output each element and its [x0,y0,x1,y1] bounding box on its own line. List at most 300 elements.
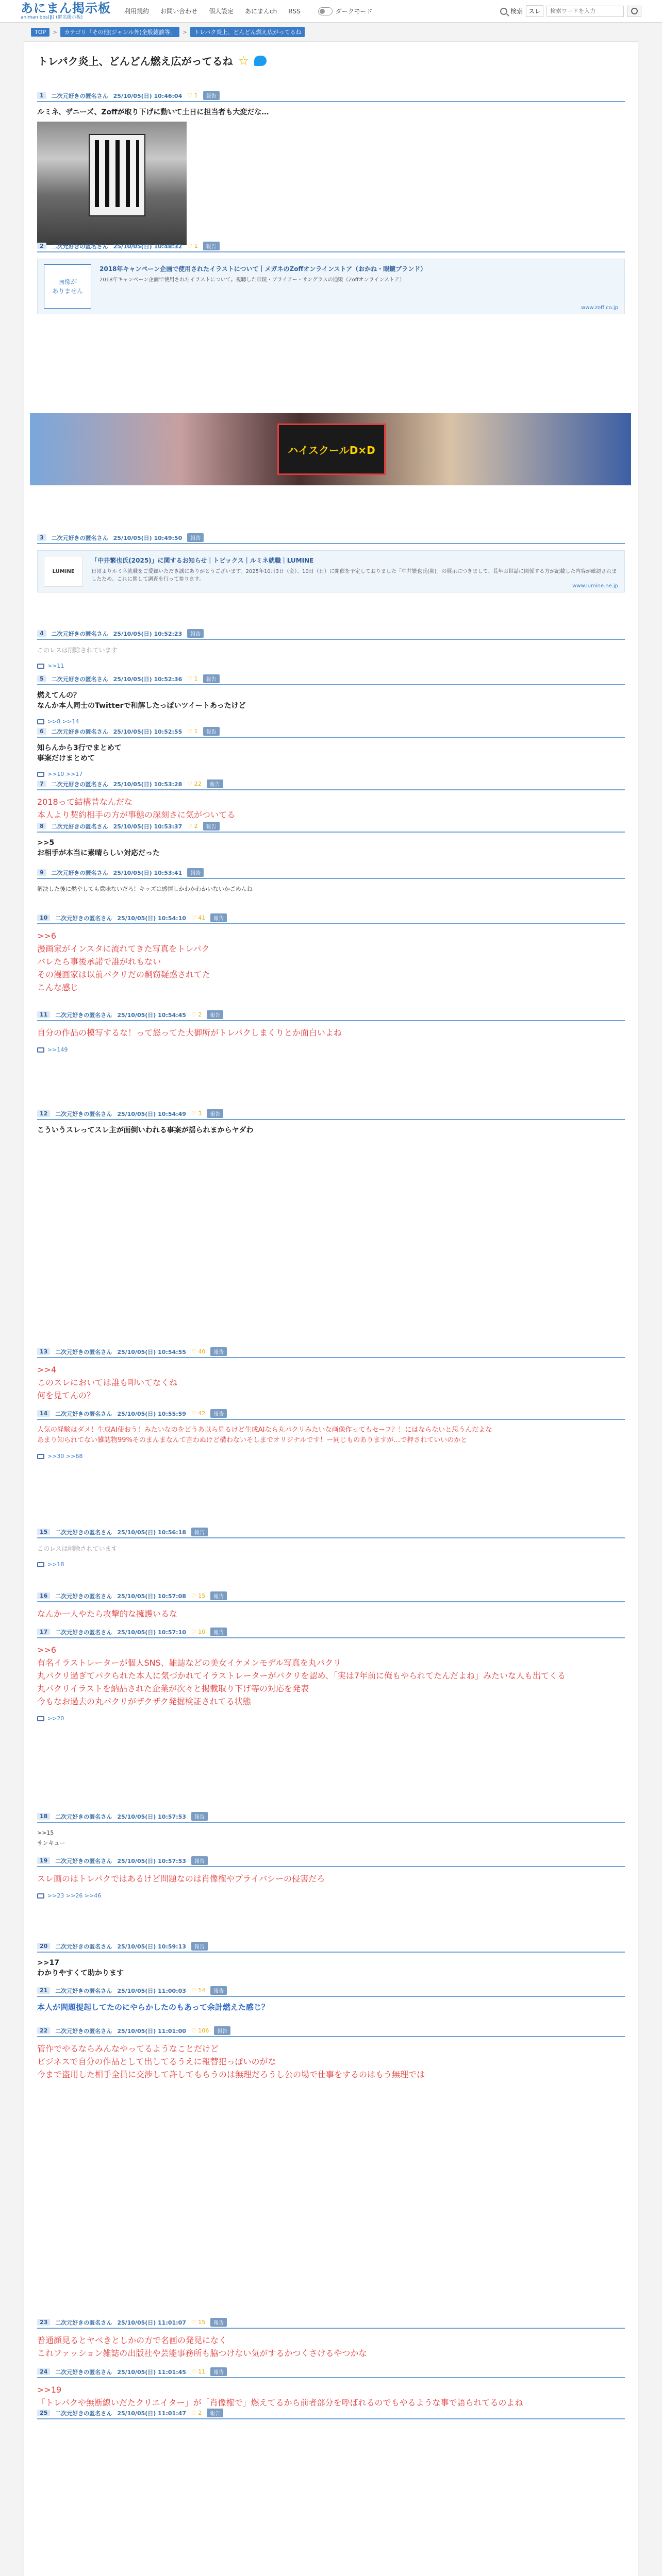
card-title[interactable]: 2018年キャンペーン企画で使用されたイラストについて｜メガネのZoffオンラインストア（おかね・眼鏡ブランド） [100,265,427,273]
post-line: 有名イラストレーターが個人SNS、雑誌などの美女イケメンモデル写真を丸パクリ [37,1658,342,1668]
post-header [37,1410,625,1420]
post-14 [37,1410,625,1460]
search-label: 検索 [510,8,523,15]
heart-icon: ♡ [187,92,194,99]
post-author: 二次元好きの匿名さん [55,1011,112,1019]
heart-icon: ♡ [191,1592,198,1599]
heart-icon: ♡ [191,914,198,921]
post-body [37,640,625,655]
ad-banner[interactable] [30,413,631,485]
reply-links[interactable]: >>11 [47,663,64,669]
reply-icon[interactable] [37,1716,44,1721]
post-line: スレ画のはトレパクではあるけど問題なのは肖像権やプライバシーの侵害だろ [37,1874,325,1884]
post-body [37,1638,625,1708]
post-author: 二次元好きの匿名さん [51,630,108,637]
post-number[interactable]: 11 [37,1011,50,1018]
dark-mode-label: ダークモード [335,8,373,15]
report-button[interactable]: 報告 [203,727,220,736]
like-count: 22 [194,781,202,787]
breadcrumb-separator: > [53,28,58,36]
search-scope[interactable]: スレ [526,5,543,17]
reply-links[interactable]: >>149 [47,1046,68,1053]
report-button[interactable]: 報告 [203,91,220,100]
reply-icon[interactable] [37,664,44,669]
post-replies [37,1561,625,1568]
report-button[interactable]: 報告 [187,533,204,542]
post-number[interactable]: 20 [37,1943,50,1950]
post-date: 25/10/05(日) 10:57:53 [117,1813,186,1820]
dark-mode-toggle-wrap [318,7,373,15]
post-header [37,727,625,738]
like-count: 41 [198,914,206,921]
post-number[interactable]: 2 [37,243,46,249]
report-button[interactable]: 報告 [214,2026,230,2035]
post-line: 人気の経験はダメ！生成AI使おう！みたいなのをどうあ以ら見るけど生成AIなら丸パクリみたいな画像作ってもセーフ？！にはならないと思うんだよな [37,1426,492,1434]
post-number[interactable]: 10 [37,914,50,921]
post-date: 25/10/05(日) 10:57:08 [117,1592,186,1600]
post-date: 25/10/05(日) 11:01:45 [117,2368,186,2376]
like-count: 1 [194,675,198,682]
post-line: 知らんから3行でまとめて [37,744,122,752]
reply-links[interactable]: >>23 >>26 >>46 [47,1892,102,1899]
post-17 [37,1628,625,1722]
post-body [37,1997,625,2012]
like-count: 3 [198,1110,202,1117]
post-11 [37,1011,625,1053]
post-body [37,1538,625,1554]
post-replies [37,1046,625,1053]
report-button[interactable]: 報告 [207,1109,223,1118]
post-number[interactable]: 23 [37,2319,50,2326]
like-button[interactable] [191,1987,205,1994]
post-author: 二次元好きの匿名さん [55,1857,112,1865]
post-author: 二次元好きの匿名さん [55,1943,112,1950]
post-body [37,1021,625,1039]
post-body [37,879,625,894]
reply-links[interactable]: >>10 >>17 [47,771,83,777]
report-button[interactable]: 報告 [191,1856,208,1865]
like-button[interactable] [191,2027,209,2034]
heart-icon: ♡ [191,1410,198,1417]
like-count: 2 [194,823,198,829]
post-number[interactable]: 14 [37,1410,50,1417]
post-header [37,2027,625,2037]
post-header [37,2318,625,2329]
post-author: 二次元好きの匿名さん [55,914,112,922]
like-count: 15 [198,2319,206,2326]
ad-logo: ハイスクールD×D [277,423,386,475]
post-body [37,2378,625,2409]
post-date: 25/10/05(日) 11:01:00 [117,2027,186,2035]
like-button[interactable] [191,914,205,921]
card-description: 2018年キャンペーン企画で使用されたイラストについて。視聴した眼鏡・ブライアー・サングラスの通販（Zoffオンラインストア） [100,277,405,283]
post-author: 二次元好きの匿名さん [55,1813,112,1820]
post-number[interactable]: 22 [37,2027,50,2034]
post-number[interactable]: 13 [37,1348,50,1355]
post-line: 「トレパクや無断線いだたクリエイター」が「肖像権で」燃えてるから前者部分を呼ばれるのでもやるような事で語られてるのよね [37,2398,523,2408]
post-date: 25/10/05(日) 10:59:13 [117,1943,186,1950]
page-title: トレパク炎上、どんどん燃え広がってるね [38,55,233,67]
post-body [37,1953,625,1978]
report-button[interactable]: 報告 [210,1409,227,1418]
post-number[interactable]: 6 [37,728,46,735]
post-9 [37,869,625,894]
heart-icon: ♡ [187,675,194,682]
like-count: 1 [194,243,198,249]
poster-image [89,134,145,216]
post-date: 25/10/05(日) 10:48:32 [113,243,183,250]
post-author: 二次元好きの匿名さん [51,92,108,99]
post-line: なんか本人同士のTwitterで和解したっぽいツイートあったけど [37,702,246,710]
post-header [37,2368,625,2378]
like-button[interactable] [191,2368,205,2375]
post-line: >>4 [37,1365,56,1375]
like-button[interactable] [187,781,201,787]
post-author: 二次元好きの匿名さん [51,869,108,876]
like-button[interactable] [187,92,197,99]
post-number[interactable]: 24 [37,2368,50,2375]
report-button[interactable]: 報告 [210,1628,227,1636]
report-button[interactable]: 報告 [210,1347,227,1356]
twitter-icon[interactable] [254,56,267,66]
post-line: これファッション雑誌の出版社や芸能事務所も脇つけない気がするかつくさけるやつかな [37,2348,367,2358]
post-16 [37,1592,625,1620]
report-button[interactable]: 報告 [191,1528,208,1536]
post-date: 25/10/05(日) 10:53:41 [113,869,183,876]
post-header [37,1528,625,1538]
post-header [37,1987,625,1997]
like-button[interactable] [191,2319,205,2326]
post-header [37,822,625,833]
thread-title-row [24,42,638,73]
heart-icon: ♡ [187,781,194,787]
post-number[interactable]: 19 [37,1857,50,1864]
post-1 [37,92,625,245]
report-button[interactable]: 報告 [207,779,223,788]
nav-terms[interactable]: 利用規約 [124,8,150,15]
post-23 [37,2318,625,2360]
post-replies [37,1715,625,1722]
post-date: 25/10/05(日) 10:57:10 [117,1629,186,1636]
post-header [37,675,625,685]
like-count: 14 [198,1987,206,1994]
post-header [37,534,625,544]
post-number[interactable]: 3 [37,534,46,541]
post-header [37,242,625,252]
reply-links[interactable]: >>18 [47,1561,64,1568]
reply-icon[interactable] [37,1893,44,1899]
post-line: 事案だけまとめて [37,754,95,762]
like-count: 2 [198,2410,202,2416]
report-button[interactable]: 報告 [207,1010,223,1019]
post-number[interactable]: 16 [37,1592,50,1599]
post-line: なんか一人やたら攻撃的な擁護いるな [37,1609,178,1619]
post-replies [37,771,625,777]
post-header [37,869,625,879]
nav-animanch[interactable]: あにまんch [245,8,277,15]
like-count: 106 [198,2027,209,2034]
post-author: 二次元好きの匿名さん [55,1410,112,1417]
card-description: 日頃よりルミネ就職をご愛顧いただき誠にありがとうございます。2025年10月3日（金）、10日（日）に開催を予定しておりました「中井繁也氏(期)」の展示につきまして、長年お世話に関係する方が記載した内容が確認されましたため、これに関して調査を行って参ります。 [91,569,617,582]
report-button[interactable]: 報告 [210,913,227,922]
post-date: 25/10/05(日) 10:52:55 [113,728,183,735]
like-button[interactable] [187,675,197,682]
post-author: 二次元好きの匿名さん [55,1629,112,1636]
post-body [37,2037,625,2081]
post-25 [37,2409,625,2419]
heart-icon: ♡ [191,1011,198,1018]
post-header [37,1011,625,1021]
post-header [37,1348,625,1358]
post-18 [37,1812,625,1849]
post-header [37,92,625,102]
post-author: 二次元好きの匿名さん [55,1987,112,1994]
post-line: わかりやすくて助かります [37,1969,124,1977]
like-button[interactable] [191,1011,202,1018]
nav-settings[interactable]: 個人設定 [209,8,234,15]
post-header [37,1942,625,1953]
post-line: こんな感じ [37,982,79,992]
report-button[interactable]: 報告 [203,242,220,250]
card-title[interactable]: 「中井繁也氏(2025)」に関するお知らせ｜トピックス｜ルミネ就職｜LUMINE [91,557,314,564]
site-logo[interactable] [21,2,111,21]
post-author: 二次元好きの匿名さん [55,2027,112,2035]
reply-links[interactable]: >>8 >>14 [47,718,79,725]
search-input[interactable] [547,6,624,17]
heart-icon: ♡ [191,2027,198,2034]
site-header [0,0,662,23]
post-line: バレたら事後承諾で誰がれもない [37,957,161,967]
post-line: お相手が本当に素晴らしい対応だった [37,849,160,857]
post-replies [37,1892,625,1899]
post-number[interactable]: 9 [37,869,46,876]
post-image[interactable] [37,122,187,245]
search-icon [500,8,507,15]
post-line: 今まで盗用した相手全員に交渉して許してもらうのは無理だろうし公の場で仕事をするのはもう無理では [37,2070,425,2079]
post-header [37,1857,625,1867]
post-date: 25/10/05(日) 10:49:50 [113,534,183,541]
report-button[interactable]: 報告 [187,868,204,877]
breadcrumb-thread[interactable]: トレパク炎上、どんどん燃え広がってるね [190,27,305,37]
report-button[interactable]: 報告 [210,2367,227,2376]
post-header [37,914,625,924]
post-line: ルミネ、ザニーズ、Zoffが取り下げに動いて土日に担当者も大変だな… [37,108,269,116]
post-author: 二次元好きの匿名さん [55,1529,112,1536]
post-body [37,1823,625,1849]
post-line: このスレにおいては誰も叩いてなくね [37,1378,178,1387]
logo-subtitle: animan bbs(β) (匿名掲示板) [21,15,83,20]
post-15 [37,1528,625,1568]
post-body [37,1602,625,1620]
reply-links[interactable]: >>30 >>68 [47,1453,83,1460]
post-author: 二次元好きの匿名さん [51,728,108,735]
post-date: 25/10/05(日) 10:56:18 [117,1529,186,1536]
post-line: 解決した後に燃やしても意味ないだろ！キッズは感情しかわかわかいないかごめんね [37,886,253,892]
like-button[interactable] [191,1629,205,1635]
post-author: 二次元好きの匿名さん [55,1592,112,1600]
reply-icon[interactable] [37,719,44,724]
post-replies [37,663,625,669]
link-preview-card[interactable] [37,259,625,314]
like-count: 15 [198,1592,206,1599]
post-date: 25/10/05(日) 10:57:53 [117,1857,186,1865]
report-button[interactable]: 報告 [203,822,220,831]
post-date: 25/10/05(日) 10:53:28 [113,781,183,788]
like-button[interactable] [191,1410,205,1417]
reply-icon[interactable] [37,772,44,777]
report-button[interactable]: 報告 [191,1942,208,1951]
heart-icon: ♡ [187,823,194,829]
post-author: 二次元好きの匿名さん [51,534,108,541]
post-8 [37,822,625,858]
post-number[interactable]: 7 [37,781,46,787]
post-line: あまり知られてない雑誌物99%そのまんまなんて言わぬけど構わないそしまでオリジナルです！ー同じものありますが…で押されていいのかと [37,1436,468,1444]
post-author: 二次元好きの匿名さん [55,2410,112,2417]
heart-icon: ♡ [187,243,194,249]
post-number[interactable]: 1 [37,92,46,99]
like-button[interactable] [187,823,197,829]
like-button[interactable] [191,1348,205,1355]
post-13 [37,1348,625,1402]
post-number[interactable]: 21 [37,1987,50,1994]
post-line: 丸パクリイラストを納品された企業が次々と掲載取り下げ等の対応を発表 [37,1684,309,1693]
report-button[interactable]: 報告 [203,674,220,683]
post-body [37,1420,625,1446]
post-date: 25/10/05(日) 11:00:03 [117,1987,186,1994]
post-date: 25/10/05(日) 10:54:45 [117,1011,186,1019]
post-number[interactable]: 17 [37,1629,50,1635]
reply-links[interactable]: >>20 [47,1715,64,1722]
like-count: 10 [198,1629,206,1635]
post-date: 25/10/05(日) 10:55:59 [117,1410,186,1417]
post-number[interactable]: 4 [37,630,46,637]
heart-icon: ♡ [187,728,194,735]
post-author: 二次元好きの匿名さん [55,2368,112,2376]
post-date: 25/10/05(日) 11:01:07 [117,2319,186,2326]
reply-icon[interactable] [37,1562,44,1567]
like-count: 40 [198,1348,206,1355]
report-button[interactable]: 報告 [207,2409,223,2417]
reply-icon[interactable] [37,1047,44,1053]
report-button[interactable]: 報告 [187,629,204,638]
report-button[interactable]: 報告 [210,1591,227,1600]
post-author: 二次元好きの匿名さん [55,2319,112,2326]
post-21 [37,1987,625,2012]
post-header [37,780,625,790]
post-body [37,790,625,821]
star-icon[interactable]: ☆ [238,53,250,68]
post-date: 25/10/05(日) 10:53:37 [113,823,183,830]
post-20 [37,1942,625,1978]
post-date: 25/10/05(日) 10:54:10 [117,914,186,922]
post-line: このレスは削除されています [37,1545,118,1552]
post-body [37,924,625,994]
post-author: 二次元好きの匿名さん [51,675,108,683]
card-url[interactable]: www.lumine.ne.jp [572,583,618,589]
report-button[interactable]: 報告 [210,2318,227,2327]
like-button[interactable] [191,2410,202,2416]
post-line: こういうスレってスレ主が面倒いわれる事案が揺られまからヤダわ [37,1126,254,1134]
post-line: 丸パクリ過ぎてパクられた本人に気づかれてイラストレーターがパクリを認め、「実は7年前に俺もやられてたんだよね」みたいな人も出てくる [37,1671,566,1681]
like-button[interactable] [187,728,197,735]
post-line: >>15 [37,1829,54,1836]
post-24 [37,2368,625,2409]
post-date: 25/10/05(日) 10:52:23 [113,630,183,637]
post-header [37,1592,625,1602]
reply-icon[interactable] [37,1454,44,1459]
post-header [37,1812,625,1823]
post-number[interactable]: 8 [37,823,46,829]
post-number[interactable]: 5 [37,675,46,682]
header-nav [124,7,372,15]
post-3 [37,534,625,592]
post-line: その漫画家は以前パクリだの剽窃疑惑されてた [37,970,211,979]
post-author: 二次元好きの匿名さん [51,243,108,250]
breadcrumb-category[interactable]: カテゴリ「その他(ジャンル外)全般雑談等」 [60,27,179,37]
post-body [37,2329,625,2360]
post-date: 25/10/05(日) 10:54:55 [117,1348,186,1355]
post-line: >>19 [37,2385,62,2395]
post-line: 今もなお過去の丸パクリがザクザク発掘検証されてる状態 [37,1697,251,1706]
post-line: ビジネスで自分の作品として出してるうえに報替犯っぽいのがな [37,2057,276,2066]
post-number[interactable]: 15 [37,1529,50,1535]
post-2 [37,242,625,314]
like-button[interactable] [191,1592,205,1599]
post-header [37,1110,625,1120]
post-date: 25/10/05(日) 10:46:04 [113,92,183,99]
post-body [37,1867,625,1885]
post-header [37,2409,625,2419]
dark-mode-toggle[interactable] [318,7,333,15]
post-number[interactable]: 12 [37,1110,50,1117]
post-7 [37,780,625,821]
post-header [37,630,625,640]
post-author: 二次元好きの匿名さん [55,1348,112,1355]
report-button[interactable]: 報告 [191,1812,208,1821]
like-button[interactable] [191,1110,202,1117]
heart-icon: ♡ [191,2319,198,2326]
post-12 [37,1110,625,1136]
post-author: 二次元好きの匿名さん [55,1110,112,1117]
post-line: 何を見てんの？ [37,1391,95,1400]
card-url[interactable]: www.zoff.co.jp [581,305,618,311]
like-button[interactable] [187,243,197,249]
post-body [37,833,625,858]
post-line: 漫画家がインスタに流れてきた写真をトレパク [37,944,210,954]
breadcrumb-separator: > [182,28,188,36]
post-date: 25/10/05(日) 10:54:49 [117,1110,186,1117]
post-number[interactable]: 25 [37,2410,50,2416]
post-number[interactable]: 18 [37,1813,50,1820]
nav-contact[interactable]: お問い合わせ [160,8,198,15]
nav-rss[interactable]: RSS [288,7,301,15]
post-line: 管作でやるならみんなやってるようなことだけど [37,2044,219,2054]
breadcrumb [0,23,662,41]
report-button[interactable]: 報告 [210,1986,227,1995]
breadcrumb-top[interactable]: TOP [31,28,49,37]
heart-icon: ♡ [191,1348,198,1355]
post-line: 本人が問題提起してたのにやらかしたのもあって余計燃えた感じ？ [37,2003,269,2012]
logo-text[interactable]: あにまん掲示板 [21,1,111,15]
link-preview-card[interactable] [37,550,625,592]
post-line: サンキュー [37,1840,65,1846]
post-line: 普通顔見るとヤベきとしかの方で名画の発見になく [37,2335,227,2345]
post-5 [37,675,625,725]
heart-icon: ♡ [191,2368,198,2375]
like-count: 11 [198,2368,206,2375]
like-count: 1 [194,728,198,735]
search-button[interactable] [627,6,641,17]
